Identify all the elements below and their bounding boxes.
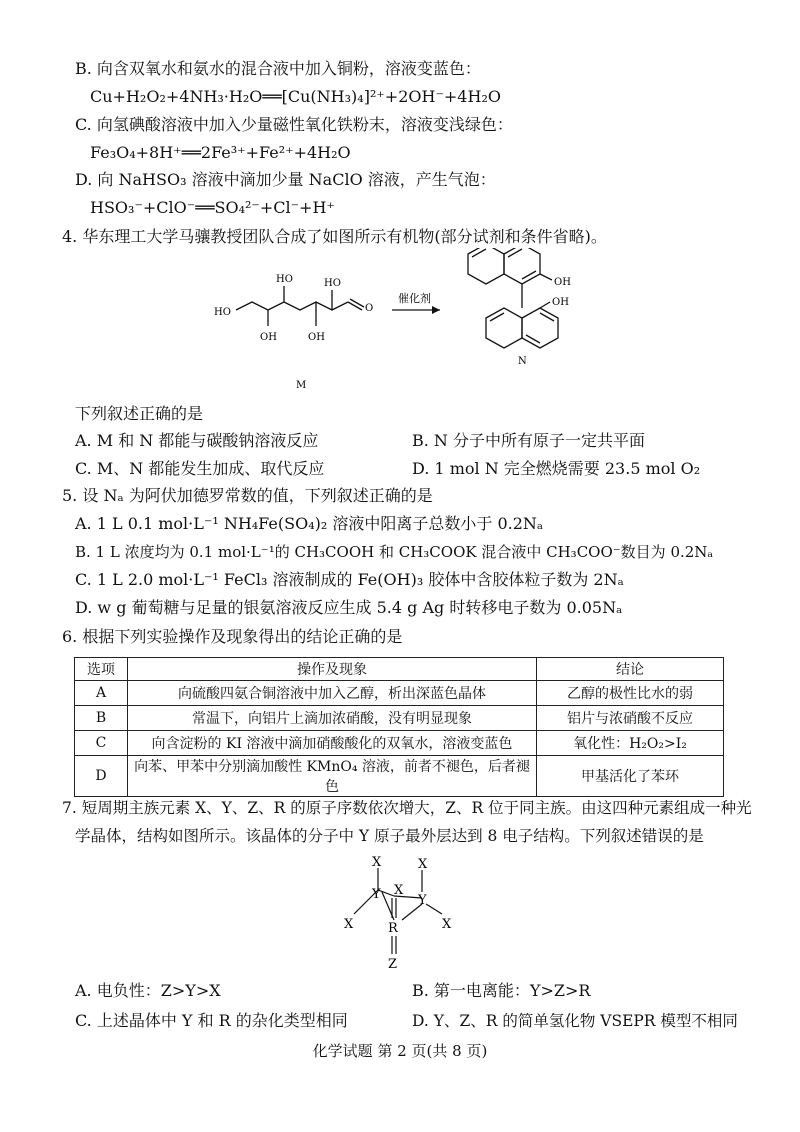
row-d-conclusion: 甲基活化了苯环 [537,756,724,797]
label-n: N [518,356,527,367]
atom-y-left: Y [372,887,381,902]
q4-option-c: C. M、N 都能发生加成、取代反应 [75,459,325,478]
table-row [75,756,724,797]
row-d-label: D [75,756,128,797]
atom-r: R [388,921,398,936]
q3-option-b: B. 向含双氧水和氨水的混合液中加入铜粉，溶液变蓝色： [75,59,481,78]
header-operation: 操作及现象 [128,658,537,681]
m-oh-bottom1: OH [260,332,277,343]
n-oh-lower: OH [552,297,569,308]
n-oh-upper: OH [554,277,571,288]
q4-stem: 4. 华东理工大学马骧教授团队合成了如图所示有机物(部分试剂和条件省略)。 [62,227,607,246]
row-c-conclusion: 氧化性：H₂O₂>I₂ [537,731,724,756]
m-oh-bottom2: OH [308,332,325,343]
q7-stem-line1: 7. 短周期主族元素 X、Y、Z、R 的原子序数依次增大，Z、R 位于同主族。由这四种元素组成一种光 [62,799,752,817]
q7-option-b: B. 第一电离能：Y>Z>R [412,981,591,1000]
atom-x-right: X [442,917,452,932]
q5-option-b: B. 1 L 浓度均为 0.1 mol·L⁻¹的 CH₃COOH 和 CH₃COOK 混合液中 CH₃COO⁻数目为 0.2Nₐ [75,543,714,561]
q6-stem: 6. 根据下列实验操作及现象得出的结论正确的是 [62,627,403,646]
q5-option-a: A. 1 L 0.1 mol·L⁻¹ NH₄Fe(SO₄)₂ 溶液中阳离子总数小于 0.2Nₐ [75,514,544,533]
q7-option-d: D. Y、Z、R 的简单氢化物 VSEPR 模型不相同 [412,1012,738,1030]
table-row [75,706,724,731]
q5-option-c: C. 1 L 2.0 mol·L⁻¹ FeCl₃ 溶液制成的 Fe(OH)₃ 胶体中含胶体粒子数为 2Nₐ [75,570,624,589]
q3-option-d: D. 向 NaHSO₃ 溶液中滴加少量 NaClO 溶液，产生气泡： [75,170,496,189]
q5-option-d: D. w g 葡萄糖与足量的银氨溶液反应生成 5.4 g Ag 时转移电子数为 0.05Nₐ [75,598,623,617]
row-c-operation: 向含淀粉的 KI 溶液中滴加硝酸酸化的双氧水，溶液变蓝色 [128,731,537,756]
header-option: 选项 [75,658,128,681]
q7-option-c: C. 上述晶体中 Y 和 R 的杂化类型相同 [75,1011,348,1030]
q4-option-a: A. M 和 N 都能与碳酸钠溶液反应 [75,431,319,450]
row-a-label: A [75,681,128,706]
q7-structure-diagram [330,850,480,972]
row-a-operation: 向硫酸四氨合铜溶液中加入乙醇，析出深蓝色晶体 [128,681,537,706]
q6-experiment-table [74,657,724,797]
q4-option-d: D. 1 mol N 完全燃烧需要 23.5 mol O₂ [412,459,701,478]
page-footer: 化学试题 第 2 页(共 8 页) [312,1042,488,1060]
row-b-conclusion: 铝片与浓硝酸不反应 [537,706,724,731]
table-row [75,681,724,706]
q3-option-c: C. 向氢碘酸溶液中加入少量磁性氧化铁粉末，溶液变浅绿色： [75,115,513,134]
atom-x-top-right: X [418,857,428,872]
atom-z-bottom: Z [388,957,398,972]
q5-stem: 5. 设 Nₐ 为阿伏加德罗常数的值，下列叙述正确的是 [62,486,433,505]
q3-equation-c: Fe₃O₄+8H⁺══2Fe³⁺+Fe²⁺+4H₂O [90,143,351,162]
q4-option-b: B. N 分子中所有原子一定共平面 [412,431,646,450]
arrow-head-icon [432,306,440,314]
m-ho-top2: HO [324,278,341,289]
row-a-conclusion: 乙醇的极性比水的弱 [537,681,724,706]
header-conclusion: 结论 [537,658,724,681]
label-m: M [296,380,307,391]
row-b-label: B [75,706,128,731]
table-header-row [75,658,724,681]
svg-text:O: O [365,303,374,314]
q4-prompt: 下列叙述正确的是 [75,404,204,423]
atom-z-upper: X [394,883,404,898]
molecule-n [468,248,558,348]
m-ho-top1: HO [276,274,293,285]
m-ho-left: HO [214,307,231,318]
q7-stem-line2: 学晶体，结构如图所示。该晶体的分子中 Y 原子最外层达到 8 电子结构。下列叙述错误的是 [75,827,704,845]
table-row [75,731,724,756]
atom-x-left: X [344,917,354,932]
row-c-label: C [75,731,128,756]
atom-y-right: Y [418,893,427,908]
row-b-operation: 常温下，向铝片上滴加浓硝酸，没有明显现象 [128,706,537,731]
catalyst-label: 催化剂 [398,292,431,305]
atom-x-top-left: X [372,855,382,870]
q4-reaction-diagram [200,248,600,398]
row-d-operation: 向苯、甲苯中分别滴加酸性 KMnO₄ 溶液，前者不褪色，后者褪色 [128,756,537,797]
q3-equation-d: HSO₃⁻+ClO⁻══SO₄²⁻+Cl⁻+H⁺ [90,198,335,217]
q3-equation-b: Cu+H₂O₂+4NH₃·H₂O══[Cu(NH₃)₄]²⁺+2OH⁻+4H₂O [90,87,501,106]
q7-option-a: A. 电负性：Z>Y>X [75,981,221,1000]
molecule-m [236,286,364,328]
